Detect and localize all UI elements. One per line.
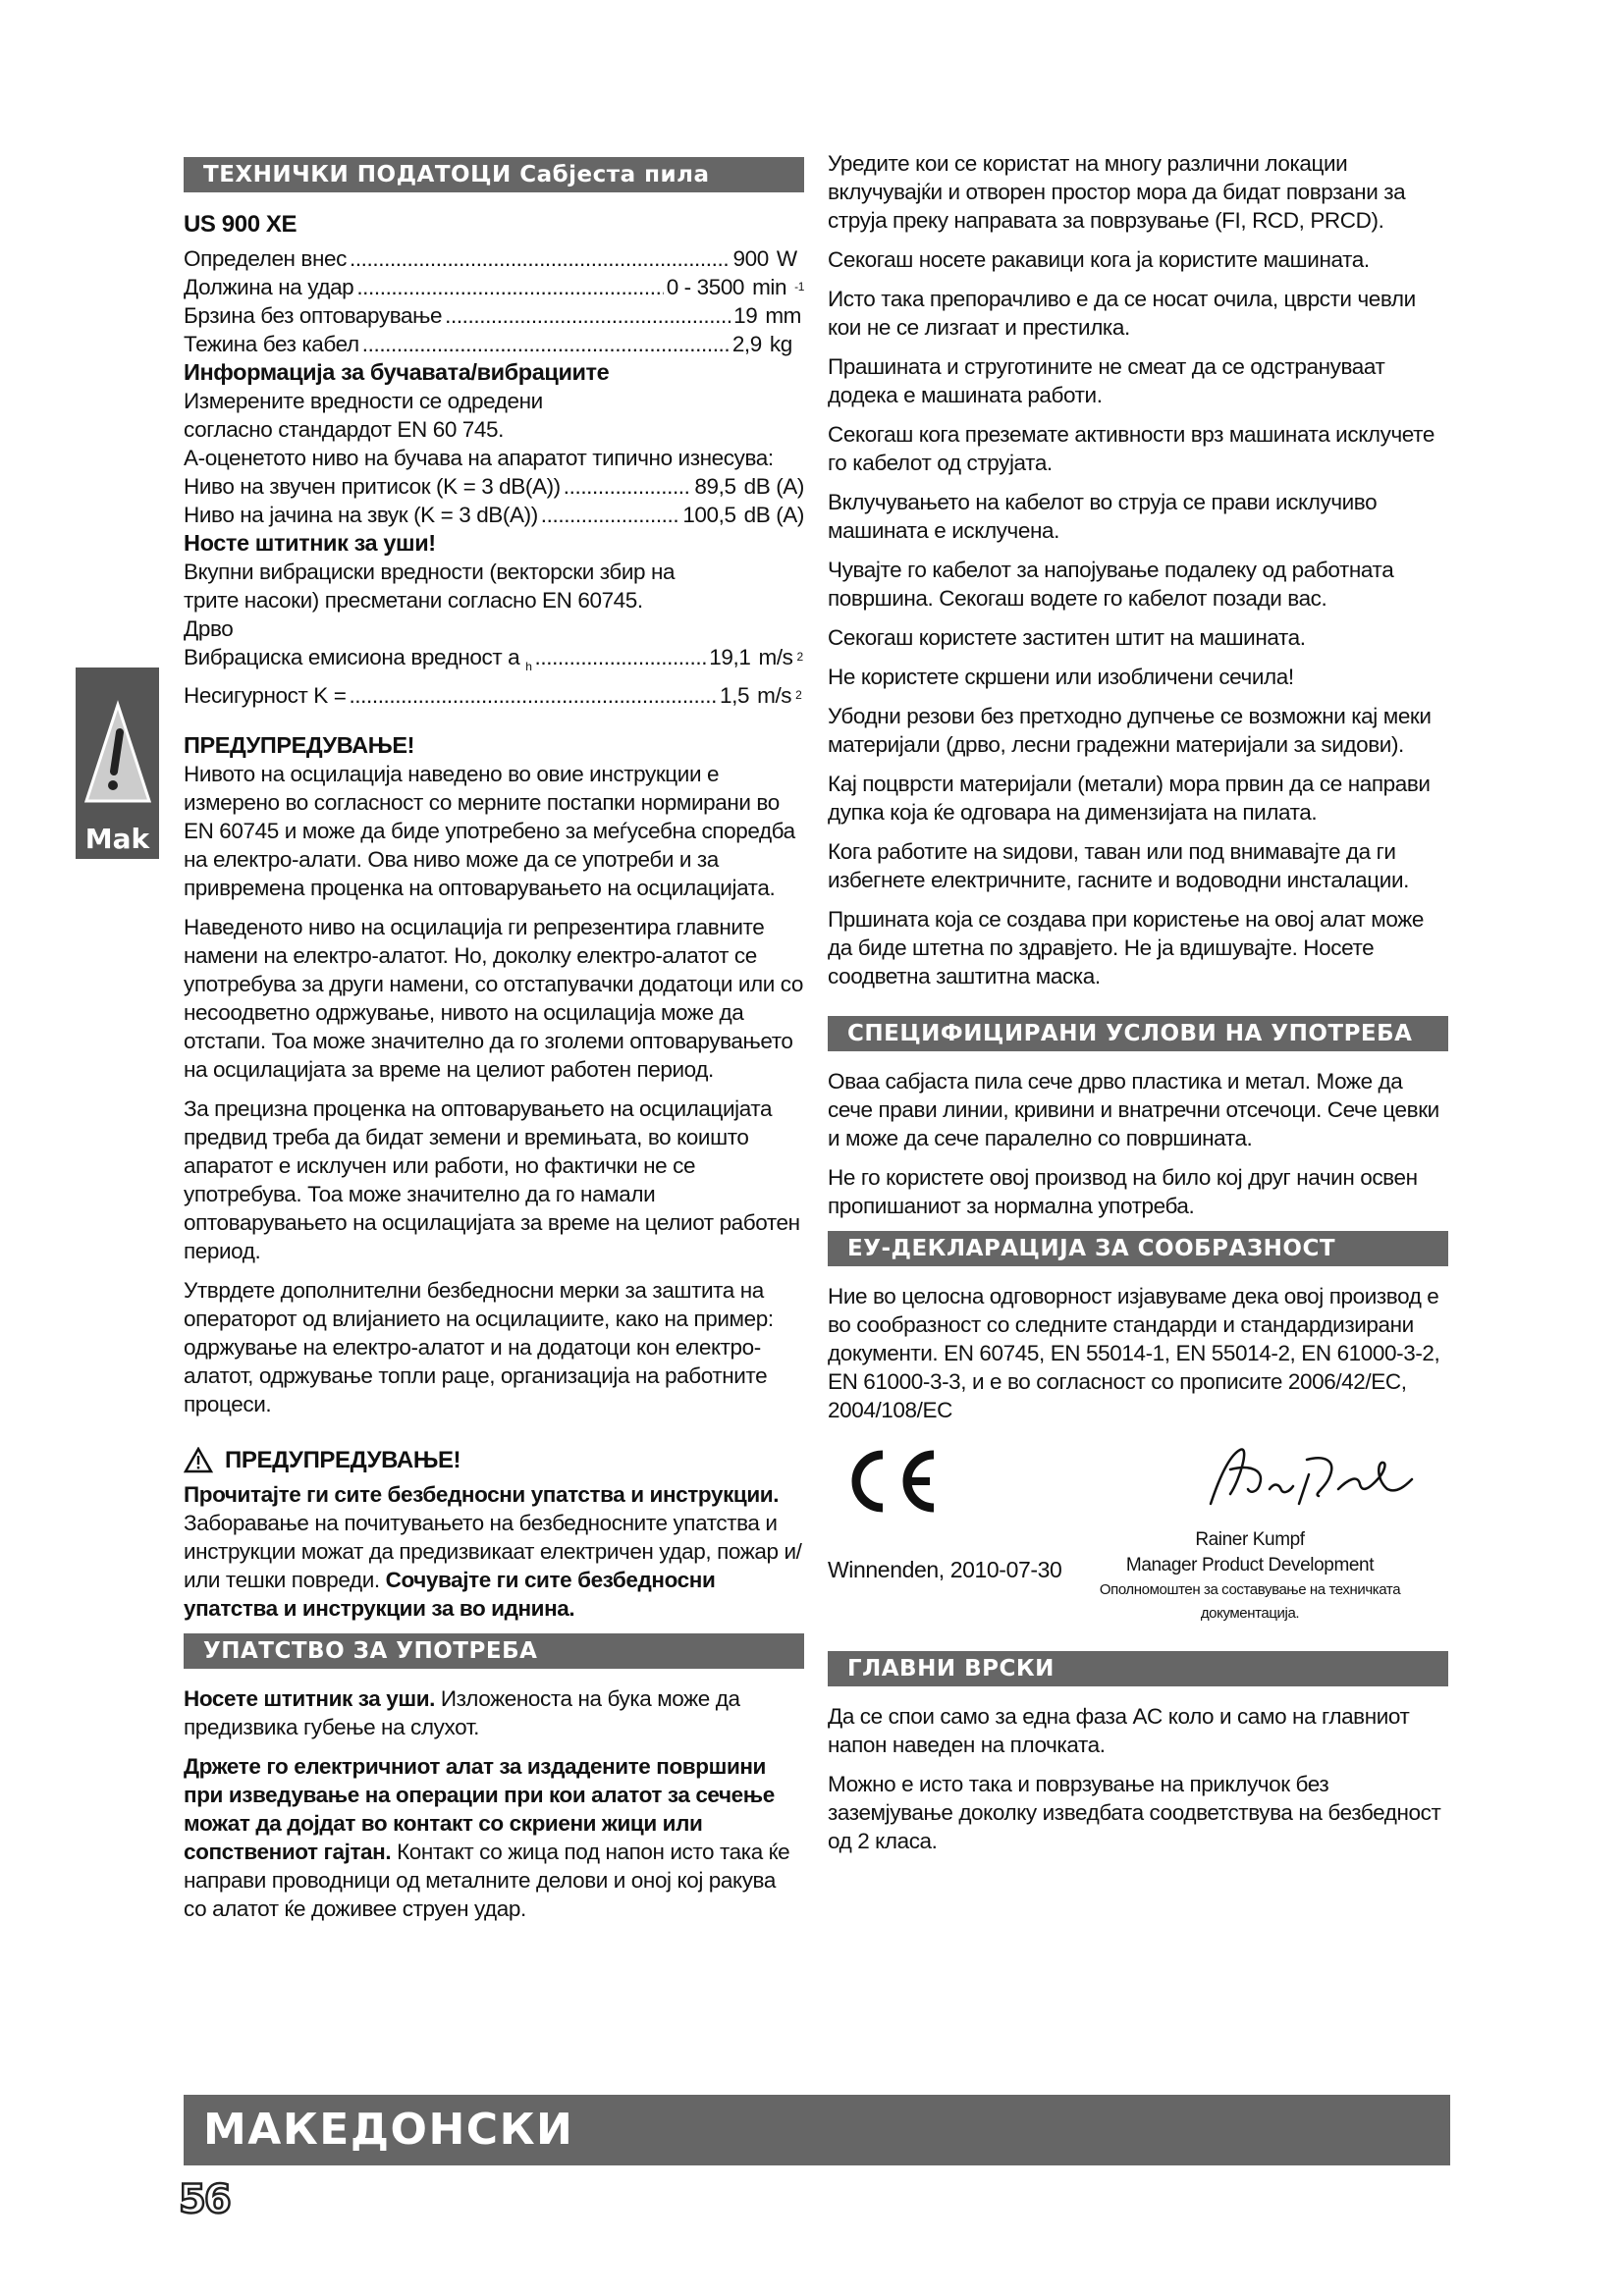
vibration-unit: m/s [758,645,793,669]
noise-unit: dB (A) [743,474,804,499]
warning-paragraph: Утврдете дополнителни безбедносни мерки за заштита на операторот од влијанието на осцилациите, како на пример: одржување на електро-алатот и на додатоци кон електро-алатот, одржување топли раце, организација на работните процеси. [184,1277,774,1416]
safety-paragraph: Чувајте го кабелот за напојување подалеку од работната површина. Секогаш водете го кабелот позади вас. [828,558,1394,611]
safety-paragraph: Кога работите на ѕидови, таван или под внимавајте да ги избегнете електричните, гасните и водоводни инсталации. [828,839,1409,892]
warning-title: ПРЕДУПРЕДУВАЊЕ! [184,731,415,758]
wood-label: Дрво [184,616,234,641]
main-paragraph: Да се спои само за една фаза AC коло и само на главниот напон наведен на плочката. [828,1704,1410,1757]
safety-paragraph: Прашината и струготините не смеат да се одстрануваат додека е машината работи. [828,354,1385,407]
warning2-bold: Прочитајте ги сите безбедносни упатства и инструкции. [184,1481,780,1507]
usage-p1-text: Изложеноста на бука може да предизвика губење на слухот. [184,1685,740,1739]
spec-sup: -1 [794,280,804,294]
place-date: Winnenden, 2010-07-30 [828,1557,1062,1582]
right-column [828,149,1448,1866]
noise-spec-row [184,472,804,501]
ear-protection-note: Носте штитник за уши! [184,530,436,556]
safety-paragraph: Не користете скршени или изобличени сечила! [828,665,1294,689]
warning2-text: Заборавање на почитувањето на безбедносните упатства и инструкции можат да предизвикаат електричен удар, пожар и/или тешки повреди. [184,1510,802,1592]
usage-p2-bold: Држете го електричниот алат за издадените површини при изведување на операции при кои алатот за сечење можат да дојдат во контакт со скриени жици или сопствениот гајтан. [184,1753,775,1864]
spec-value: 2,9 [731,332,762,356]
signer-note: Ополномоштен за составување на техничката документација. [1099,1581,1401,1622]
warning-triangle-icon [184,1447,213,1473]
specified-paragraph: Оваа сабјаста пила сече дрво пластика и метал. Може да сече прави линии, кривини и внатречни отсечоци. Сече цевки и може да сече паралелно со површината. [828,1069,1439,1150]
ce-mark-graphic [836,1447,944,1516]
usage-p2-text: Контакт со жица под напон исто така ќе направи проводници од металните делови и оној кој ракува со алатот ќе доживее струен удар. [184,1839,790,1921]
vibration-unit: m/s [757,682,792,708]
warning2-bold2: Сочувајте ги сите безбедносни упатства и инструкции за во иднина. [184,1567,716,1621]
noise-intro: Измерените вредности се одредени согласно стандардот EN 60 745. [184,389,543,442]
safety-paragraph: Секогаш носете ракавици кога ја користите машината. [828,247,1370,272]
safety-paragraph: Уредите кои се користат на многу различни локации вклучувајќи и отворен простор мора да бидат поврзани за струја преку направата за поврзување (FI, RCD, PRCD). [828,151,1406,233]
spec-label: Определен внес [184,246,347,271]
vibration-label: Несигурност K = [184,682,347,708]
model-name: US 900 XE [184,211,298,238]
language-bar [184,2095,1450,2165]
warning-triangle-icon [82,685,153,813]
vibration-value: 1,5 [720,682,750,708]
spec-value: 0 - 3500 [666,275,745,299]
main-connections-heading: ГЛАВНИ ВРСКИ [828,1651,1448,1686]
vibration-spec-row: Несигурност K = ..... 1,5 m/s 2 [184,681,804,710]
signature-block [828,1435,1448,1631]
spec-label: Брзина без оптоварување [184,303,443,328]
language-tab [76,667,159,859]
safety-paragraph: Исто така препорачливо е да се носат очила, цврсти чевли кои не се лизгаат и престилка. [828,287,1416,340]
safety-warning-heading [184,1446,804,1474]
specified-paragraph: Не го користете овој производ на било кој друг начин освен пропишаниот за нормална употреба. [828,1165,1418,1218]
safety-paragraph: Убодни резови без претходно дупчење се возможни кај меки материјали (дрво, лесни градежни материјали за ѕидови). [828,704,1432,757]
language-bar-label: МАКЕДОНСКИ [203,2105,574,2155]
noise-label: Ниво на јачина на звук (K = 3 dB(A)) [184,503,538,527]
vibration-value: 19,1 [709,645,751,669]
noise-spec-row [184,501,804,529]
eu-declaration-text: Ние во целосна одговорност изјавуваме дека овој производ е во сообразност со следните стандарди и стандардизирани документи. EN 60745, EN 55014-1, EN 55014-2, EN 61000-3-2, EN 61000-3-3, и е во согласност со прописите 2006/42/EC, 2004/108/EC [828,1284,1440,1422]
tech-data-heading: ТЕХНИЧКИ ПОДАТОЦИ Сабјеста пила [184,157,804,192]
vibration-spec-row: Вибрациска емисиона вредност a $_h$ ..... 19,1 m/s 2 [184,643,804,681]
spec-unit: mm [765,303,802,328]
warning-paragraph: Нивото на осцилација наведено во овие инструкции е измерено во согласност со мерните постапки нормирани во EN 60745 и може да биде употребено за меѓусебна споредба на електро-алати. Ова ниво може да се употреби и за привремена проценка на оптоварувањето на осцилацијата. [184,761,795,900]
noise-label: Ниво на звучен притисок (K = 3 dB(A)) [184,474,561,499]
spec-label: Должина на удар [184,275,354,299]
specified-use-heading: СПЕЦИФИЦИРАНИ УСЛОВИ НА УПОТРЕБА [828,1016,1448,1051]
spec-value: 19 [733,303,758,328]
eu-declaration-heading: ЕУ-ДЕКЛАРАЦИЈА ЗА СООБРАЗНОСТ [828,1231,1448,1266]
usage-p1-bold: Носете штитник за уши. [184,1685,435,1711]
noise-heading: Информација за бучавата/вибрациите [184,359,610,385]
noise-value: 100,5 [682,503,736,527]
warning-paragraph: За прецизна проценка на оптоварувањето на осцилацијата предвид треба да бидат земени и времињата, во коишто апаратот е исклучен или работи, но фактички не се употребува. Тоа може значително да го намали оптоварувањето на осцилацијата за време на целиот работен период. [184,1095,800,1263]
spec-value: 900 [732,246,769,271]
safety-paragraph: Секогаш користете заститен штит на машината. [828,625,1306,650]
main-paragraph: Можно е исто така и поврзување на приклучок без заземјување доколку изведбата соодветствува на безбедност од 2 класа. [828,1772,1441,1853]
safety-paragraph: Секогаш кога преземате активности врз машината исклучете го кабелот од струјата. [828,422,1435,475]
spec-row [184,301,804,330]
noise-level-intro: А-оценетото ниво на бучава на апаратот типично изнесува: [184,446,774,470]
signature [1191,1435,1417,1530]
page-number: 56 [179,2177,230,2222]
usage-heading: УПАТСТВО ЗА УПОТРЕБА [184,1633,804,1669]
safety-paragraph: Пршината која се создава при користење на овој алат може да биде штетна по здравјето. Не ја вдишувајте. Носете соодветна заштитна маска. [828,907,1424,988]
left-column [184,157,804,1934]
spec-unit: W [776,246,797,271]
noise-unit: dB (A) [743,503,804,527]
warning-paragraph: Наведеното ниво на осцилација ги репрезентира главните намени на електро-алатот. Но, доколку електро-алатот се употребува за други намени, со отстапувачки додатоци или со несоодветно одржување, нивото на осцилација може да отстапи. Тоа може значително да го зголеми оптоварувањето на осцилацијата за време на целиот работен период. [184,914,803,1082]
spec-row [184,330,804,358]
noise-value: 89,5 [694,474,736,499]
spec-row [184,273,804,301]
vibration-label: Вибрациска емисиона вредност a $_h$ [184,645,532,673]
warning2-title: ПРЕДУПРЕДУВАЊЕ! [225,1446,461,1473]
ce-mark [836,1447,944,1522]
spec-label: Тежина без кабел [184,332,359,356]
signer-name: Rainer Kumpf [1195,1529,1305,1550]
language-tab-label: Mak [84,823,150,855]
safety-paragraph: Кај поцврсти материјали (метали) мора првин да се направи дупка која ќе одговара на димензијата на пилата. [828,772,1431,825]
spec-row [184,244,804,273]
vibration-intro: Вкупни вибрациски вредности (векторски збир на трите насоки) пресметани согласно EN 60745. [184,560,676,613]
signer-title: Manager Product Development [1125,1555,1375,1575]
spec-unit: min [752,275,787,299]
spec-unit: kg [769,332,792,356]
safety-paragraph: Вклучувањето на кабелот во струја се прави исклучиво машината е исклучена. [828,490,1378,543]
